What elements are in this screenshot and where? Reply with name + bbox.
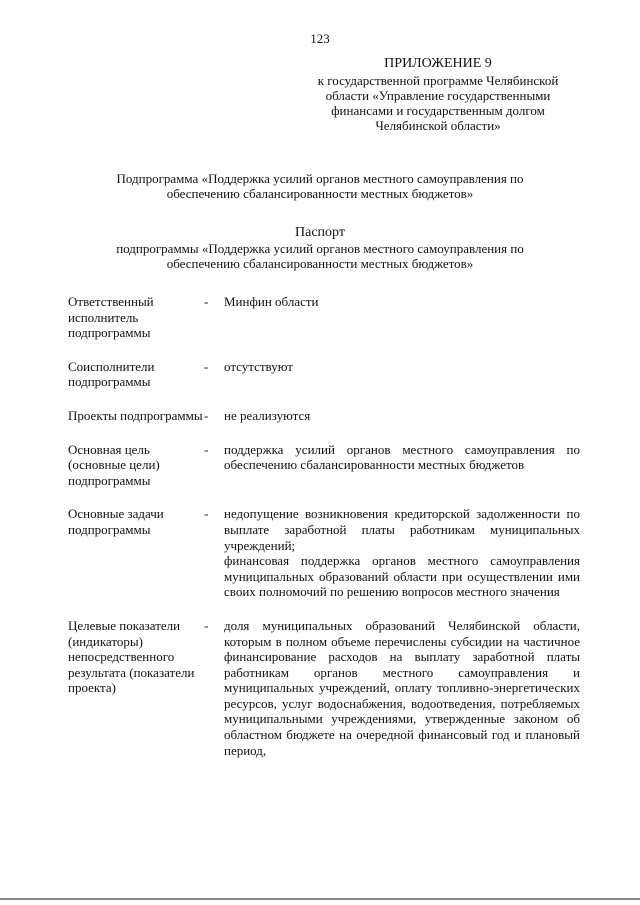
table-row — [68, 618, 580, 776]
appendix-line: финансами и государственным долгом — [331, 103, 545, 118]
passport-table — [68, 294, 580, 776]
subprogram-title-line: обеспечению сбалансированности местных бюджетов» — [166, 186, 474, 201]
row-value-paragraph: отсутствуют — [224, 358, 293, 374]
row-dash: - — [204, 441, 209, 457]
row-dash: - — [204, 407, 209, 423]
table-row — [68, 408, 580, 442]
passport-label: Паспорт — [295, 225, 345, 240]
table-row — [68, 442, 580, 507]
row-label: Ответственный исполнитель подпрограммы — [68, 294, 154, 341]
table-row — [68, 294, 580, 359]
appendix-line: к государственной программе Челябинской — [317, 73, 559, 88]
passport-heading-line: подпрограммы «Поддержка усилий органов местного самоуправления по — [116, 241, 524, 256]
row-value-paragraph: не реализуются — [224, 407, 311, 423]
row-value — [224, 618, 580, 776]
row-value — [224, 359, 580, 408]
row-label: Соисполнители подпрограммы — [68, 358, 155, 390]
row-value-paragraph: поддержка усилий органов местного самоуправления по обеспечению сбалансированности местных бюджетов — [224, 441, 580, 473]
row-label: Проекты подпрограммы — [68, 407, 203, 423]
page-bottom-rule — [0, 898, 640, 900]
row-dash: - — [204, 617, 209, 633]
appendix-header — [288, 56, 588, 133]
row-value — [224, 408, 580, 442]
appendix-title: ПРИЛОЖЕНИЕ 9 — [384, 56, 492, 71]
passport-heading-line: обеспечению сбалансированности местных бюджетов» — [166, 256, 474, 271]
appendix-line: области «Управление государственными — [325, 88, 551, 103]
row-value-paragraph: недопущение возникновения кредиторской задолженности по выплате заработной платы работникам муниципальных учреждений; — [224, 506, 580, 553]
row-value — [224, 294, 580, 359]
row-value — [224, 442, 580, 507]
row-value-paragraph: финансовая поддержка органов местного самоуправления муниципальных образований области при осуществлении ими своих полномочий по решению вопросов местного значения — [224, 553, 580, 600]
passport-heading — [60, 224, 580, 271]
row-value-paragraph: доля муниципальных образований Челябинской области, которым в полном объеме перечислены субсидии на частичное финансирование расходов на выплату заработной платы работникам органов местного самоуправления и муниципальных учреждений, оплату топливно-энергетических ресурсов, услуг водоснабжения, водоотведения, потребляемых муниципальными учреждениями, утвержденные законом об областном бюджете на очередной финансовый год и плановый период, — [224, 617, 580, 758]
row-label: Основная цель (основные цели) подпрограммы — [68, 441, 160, 488]
page-number: 123 — [310, 31, 330, 46]
row-dash: - — [204, 294, 209, 309]
subprogram-title-line: Подпрограмма «Поддержка усилий органов местного самоуправления по — [116, 171, 524, 186]
row-dash: - — [204, 358, 209, 374]
row-value — [224, 506, 580, 618]
row-value-paragraph: Минфин области — [224, 294, 319, 309]
row-label: Основные задачи подпрограммы — [68, 506, 164, 537]
row-dash: - — [204, 506, 209, 522]
table-row — [68, 506, 580, 618]
table-row — [68, 359, 580, 408]
appendix-line: Челябинской области» — [375, 118, 501, 133]
row-label: Целевые показатели (индикаторы) непосредственного результата (показатели проекта) — [68, 617, 195, 696]
subprogram-title — [60, 171, 580, 201]
